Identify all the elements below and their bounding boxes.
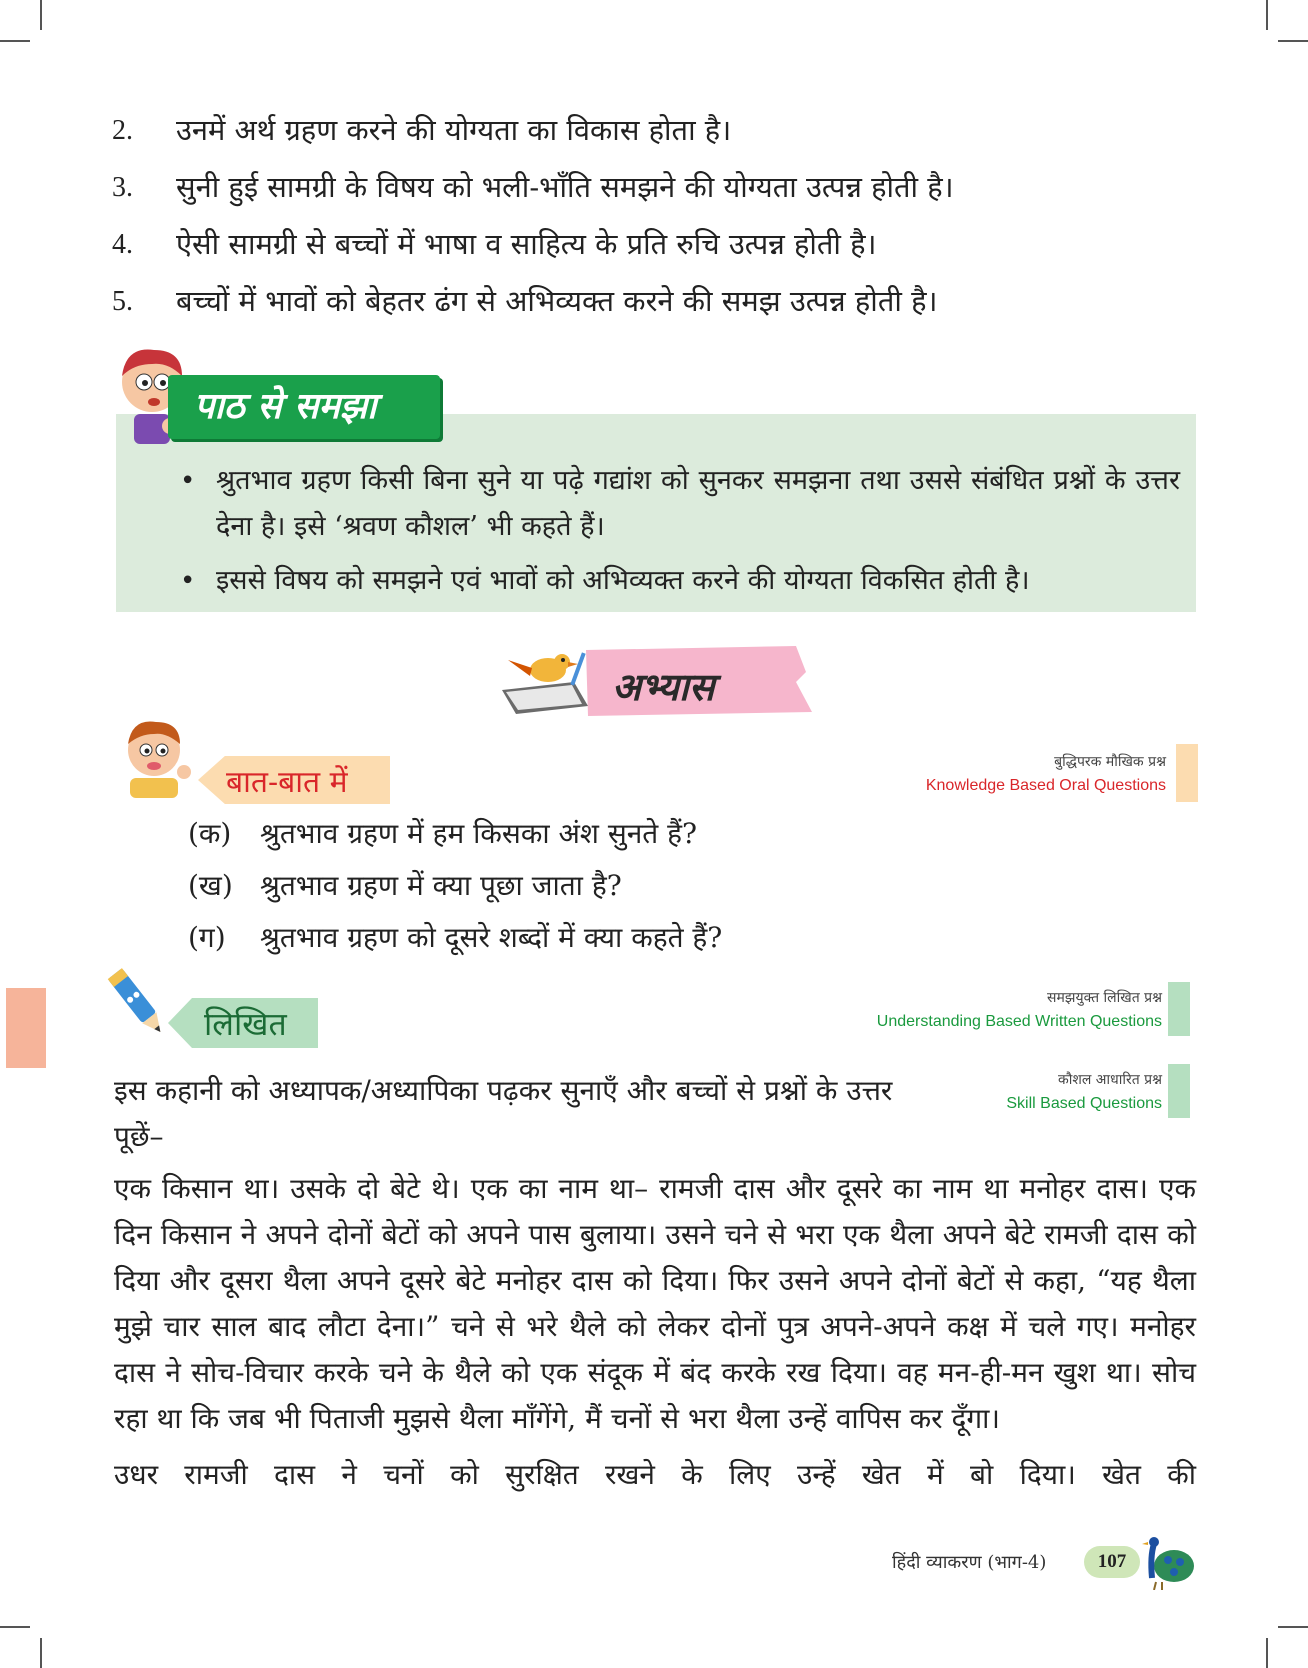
page-edge-tab: [6, 988, 46, 1068]
point-number: 4.: [112, 229, 133, 260]
oral-section-title: बात-बात में: [226, 765, 348, 800]
skill-tag-english: Skill Based Questions: [1006, 1095, 1162, 1112]
point-number: 3.: [112, 172, 133, 203]
summary-bullet: • इससे विषय को समझने एवं भावों को अभिव्यक्त करने की योग्यता विकसित होती है।: [180, 558, 1180, 604]
numbered-point: [112, 273, 1212, 330]
numbered-point: [112, 216, 1212, 273]
point-text: सुनी हुई सामग्री के विषय को भली-भाँति समझने की योग्यता उत्पन्न होती है।: [176, 170, 954, 204]
summary-title-tab: पाठ से समझा: [168, 375, 440, 439]
exercise-title: अभ्यास: [612, 665, 715, 709]
summary-bullet: • श्रुतभाव ग्रहण किसी बिना सुने या पढ़े गद्यांश को सुनकर समझना तथा उससे संबंधित प्रश्नों के उत्तर देना है। इसे ‘श्रवण कौशल’ भी कहते हैं।: [180, 458, 1180, 550]
question-number: (ख): [188, 869, 233, 902]
oral-tag-bar: [1176, 744, 1198, 802]
book-title: हिंदी व्याकरण (भाग-4): [892, 1552, 1047, 1573]
oral-question: [188, 860, 722, 912]
oral-tag-english: Knowledge Based Oral Questions: [925, 777, 1166, 794]
story-paragraph: एक किसान था। उसके दो बेटे थे। एक का नाम था– रामजी दास और दूसरे का नाम था मनोहर दास। एक दिन किसान ने अपने दोनों बेटों को अपने पास बुलाया। उसने चने से भरा एक थैला अपने बेटे रामजी दास को दिया और दूसरा थैला अपने दूसरे बेटे मनोहर दास को दिया। फिर उसने अपने दोनों बेटों से कहा, “यह थैला मुझे चार साल बाद लौटा देना।” चने से भरे थैले को लेकर दोनों पुत्र अपने-अपने कक्ष में चले गए। मनोहर दास ने सोच-विचार करके चने के थैले को एक संदूक में बंद करके रख दिया। वह मन-ही-मन खुश था। सोच रहा था कि जब भी पिताजी मुझसे थैला माँगेंगे, मैं चनों से भरा थैला उन्हें वापिस कर दूँगा।: [114, 1172, 1196, 1435]
question-number: (क): [188, 817, 232, 850]
crop-mark: [40, 1638, 42, 1668]
skill-tag-bar: [1168, 1064, 1190, 1118]
point-text: बच्चों में भावों को बेहतर ढंग से अभिव्यक्त करने की समझ उत्पन्न होती है।: [176, 284, 938, 318]
crop-mark: [40, 0, 42, 30]
oral-questions-list: [188, 808, 722, 964]
question-text: श्रुतभाव ग्रहण में क्या पूछा जाता है?: [260, 869, 622, 902]
question-text: श्रुतभाव ग्रहण को दूसरे शब्दों में क्या कहते हैं?: [260, 921, 723, 954]
point-text: उनमें अर्थ ग्रहण करने की योग्यता का विकास होता है।: [176, 113, 732, 147]
cartoon-kid-illustration: [118, 716, 194, 798]
crop-mark: [1266, 0, 1268, 30]
numbered-point: [112, 102, 1212, 159]
question-text: श्रुतभाव ग्रहण में हम किसका अंश सुनते हैं?: [260, 817, 698, 850]
summary-bullets: [180, 458, 1180, 612]
pencil-illustration: [104, 962, 170, 1042]
crop-mark: [0, 40, 30, 42]
point-text: ऐसी सामग्री से बच्चों में भाषा व साहित्य के प्रति रुचि उत्पन्न होती है।: [176, 227, 877, 261]
page-number: 107: [1084, 1546, 1140, 1578]
crop-mark: [1278, 1626, 1308, 1628]
written-tag-english: Understanding Based Written Questions: [876, 1013, 1162, 1030]
oral-question: [188, 808, 722, 860]
skill-tag-hindi: कौशल आधारित प्रश्न: [1057, 1072, 1162, 1088]
story-passage: [114, 1166, 1196, 1508]
story-paragraph: उधर रामजी दास ने चनों को सुरक्षित रखने के लिए उन्हें खेत में बो दिया। खेत की: [114, 1458, 1196, 1491]
point-number: 2.: [112, 115, 133, 146]
crop-mark: [1266, 1638, 1268, 1668]
peacock-illustration: [1134, 1530, 1198, 1590]
crop-mark: [0, 1626, 30, 1628]
written-tag-bar: [1168, 982, 1190, 1036]
numbered-point: [112, 159, 1212, 216]
point-number: 5.: [112, 286, 133, 317]
oral-question-tag: [860, 752, 1166, 795]
numbered-points-list: [112, 102, 1212, 330]
question-number: (ग): [188, 921, 226, 954]
oral-question: [188, 912, 722, 964]
written-question-tag: [830, 988, 1162, 1031]
oral-tag-hindi: बुद्धिपरक मौखिक प्रश्न: [1054, 754, 1166, 770]
written-instruction: इस कहानी को अध्यापक/अध्यापिका पढ़कर सुनाएँ और बच्चों से प्रश्नों के उत्तर पूछें–: [114, 1074, 893, 1153]
written-tag-hindi: समझयुक्त लिखित प्रश्न: [1047, 990, 1162, 1006]
written-section-title: लिखित: [204, 1005, 287, 1043]
crop-mark: [1278, 40, 1308, 42]
